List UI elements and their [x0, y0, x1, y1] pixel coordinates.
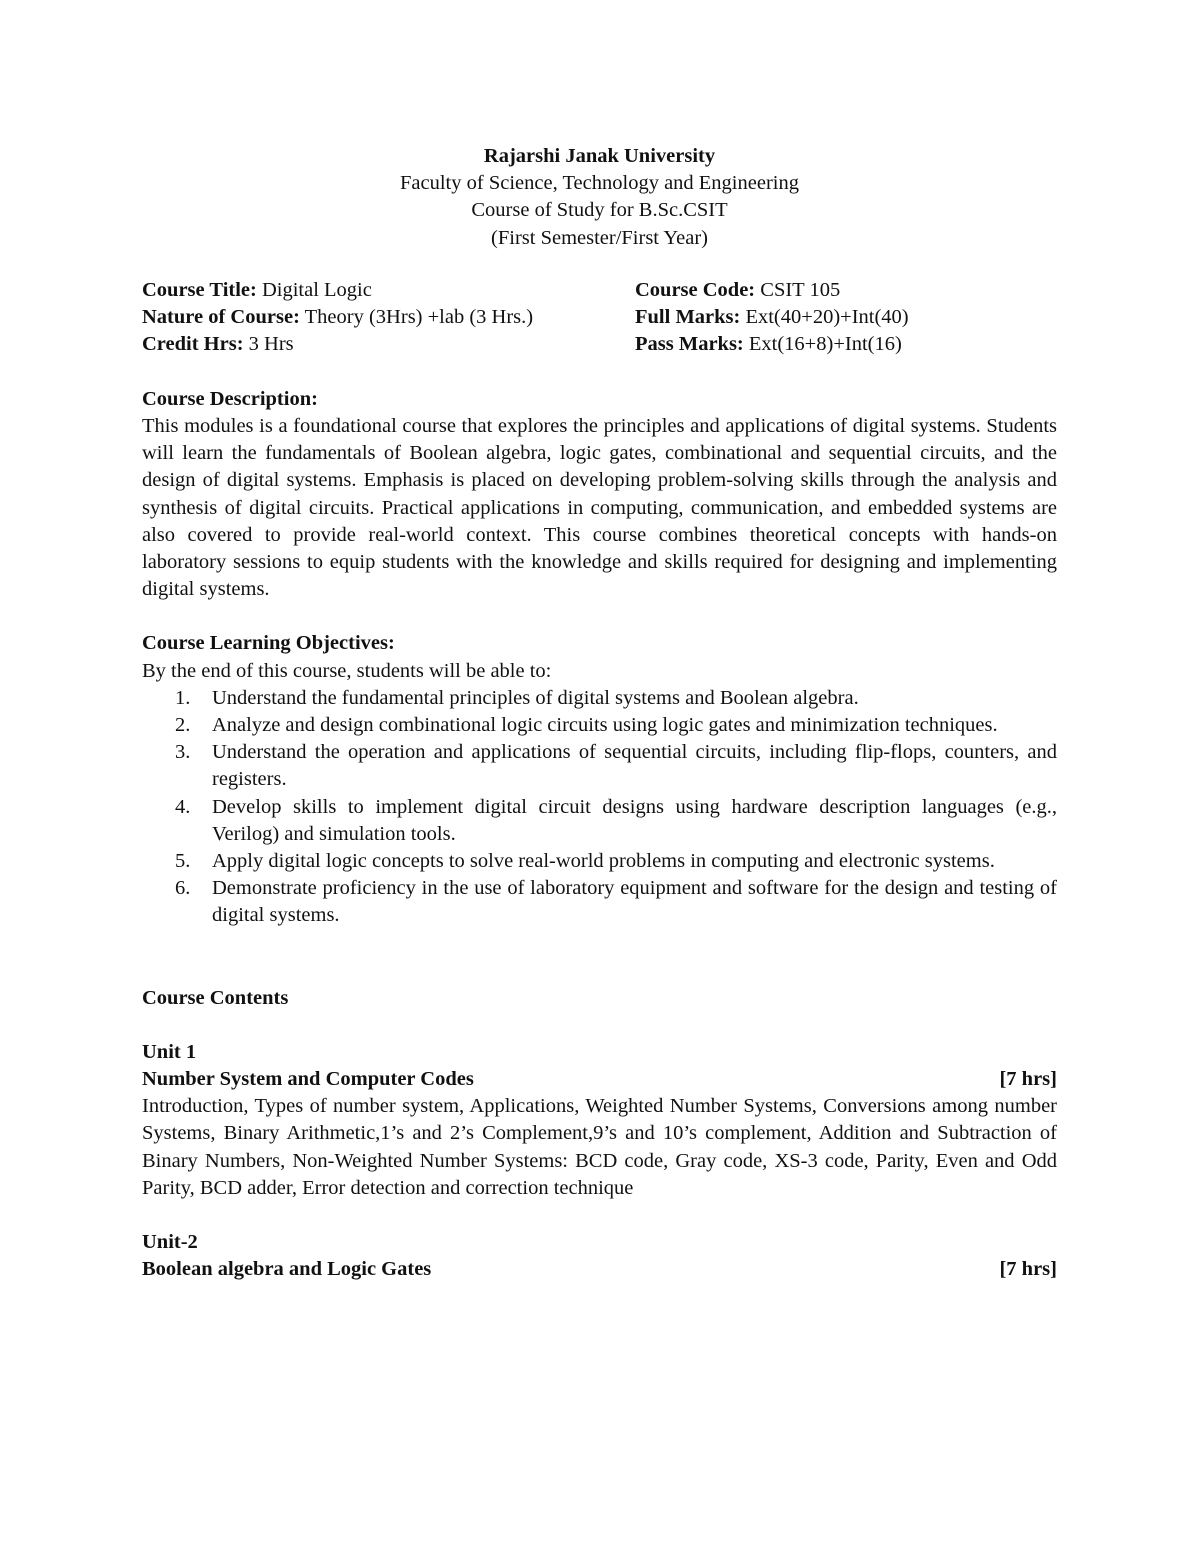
- description-heading: Course Description:: [142, 387, 318, 410]
- pass-marks-value: Ext(16+8)+Int(16): [743, 333, 902, 356]
- course-meta-right: [635, 277, 1065, 359]
- course-code-label: Course Code:: [635, 278, 756, 301]
- objectives-intro: By the end of this course, students will be able to:: [142, 659, 552, 682]
- objective-text: Apply digital logic concepts to solve real-world problems in computing and electronic systems.: [212, 850, 995, 873]
- nature-row: [142, 304, 632, 331]
- program-name: Course of Study for B.Sc.CSIT: [471, 199, 728, 222]
- course-code-row: [635, 277, 1065, 304]
- objective-number: 3.: [175, 741, 191, 764]
- unit-1-heading: [142, 1066, 1057, 1093]
- document-page: [142, 143, 1057, 1284]
- credit-value: 3 Hrs: [243, 333, 294, 356]
- objective-item: [142, 685, 1057, 712]
- full-marks-label: Full Marks:: [635, 306, 741, 328]
- unit-2: [142, 1229, 1057, 1283]
- objective-number: 2.: [175, 714, 191, 737]
- objective-number: 1.: [175, 686, 191, 709]
- objective-number: 6.: [175, 877, 191, 900]
- objective-item: [142, 875, 1057, 929]
- objective-item: [142, 848, 1057, 875]
- full-marks-row: [635, 304, 1065, 331]
- objective-text: Develop skills to implement digital circuit designs using hardware description languages (e.g., Verilog) and simulation tools.: [212, 795, 1057, 845]
- learning-objectives: [142, 630, 1057, 929]
- unit-2-hours: [7 hrs]: [999, 1258, 1057, 1281]
- pass-marks-row: [635, 331, 1065, 358]
- unit-2-title: Boolean algebra and Logic Gates: [142, 1258, 432, 1281]
- unit-1: [142, 1039, 1057, 1202]
- objective-item: [142, 712, 1057, 739]
- objective-number: 4.: [175, 795, 191, 818]
- course-meta-left: [142, 277, 632, 359]
- course-meta: [142, 277, 1057, 359]
- full-marks-value: Ext(40+20)+Int(40): [740, 306, 909, 328]
- faculty-name: Faculty of Science, Technology and Engineering: [400, 172, 799, 195]
- unit-1-hours: [7 hrs]: [999, 1068, 1057, 1091]
- semester-info: (First Semester/First Year): [491, 226, 708, 249]
- objective-text: Understand the fundamental principles of digital systems and Boolean algebra.: [212, 686, 859, 709]
- nature-label: Nature of Course:: [142, 306, 300, 328]
- objective-item: [142, 739, 1057, 793]
- objective-text: Analyze and design combinational logic circuits using logic gates and minimization techniques.: [212, 714, 998, 737]
- course-title-label: Course Title:: [142, 278, 257, 301]
- credit-label: Credit Hrs:: [142, 333, 244, 356]
- objective-text: Demonstrate proficiency in the use of laboratory equipment and software for the design and testing of digital systems.: [212, 877, 1057, 927]
- course-contents: [142, 985, 1057, 1284]
- nature-value: Theory (3Hrs) +lab (3 Hrs.): [299, 306, 534, 328]
- course-title-value: Digital Logic: [256, 278, 372, 301]
- objectives-list: [142, 685, 1057, 930]
- university-name: Rajarshi Janak University: [483, 145, 716, 167]
- course-title-row: [142, 277, 632, 304]
- contents-heading: Course Contents: [142, 986, 289, 1009]
- course-code-value: CSIT 105: [755, 278, 841, 301]
- objective-item: [142, 794, 1057, 848]
- objective-text: Understand the operation and applications of sequential circuits, including flip-flops, counters, and registers.: [212, 741, 1057, 791]
- unit-1-text: Introduction, Types of number system, Applications, Weighted Number Systems, Conversions among number Systems, Binary Arithmetic,1’s and 2’s Complement,9’s and 10’s complement, Addition and Subtraction of Binary Numbers, Non-Weighted Number Systems: BCD code, Gray code, XS-3 code, Parity, Even and Odd Parity, BCD adder, Error detection and correction technique: [142, 1095, 1057, 1199]
- course-description: [142, 386, 1057, 604]
- credit-row: [142, 331, 632, 358]
- objective-number: 5.: [175, 850, 191, 873]
- description-text: This modules is a foundational course that explores the principles and applications of digital systems. Students will learn the fundamentals of Boolean algebra, logic gates, combinational and sequential circuits, and the design of digital systems. Emphasis is placed on developing problem-solving skills through the analysis and synthesis of digital circuits. Practical applications in computing, communication, and embedded systems are also covered to provide real-world context. This course combines theoretical concepts with hands-on laboratory sessions to equip students with the knowledge and skills required for designing and implementing digital systems.: [142, 415, 1057, 601]
- unit-2-heading: [142, 1256, 1057, 1283]
- objectives-heading: Course Learning Objectives:: [142, 632, 395, 655]
- pass-marks-label: Pass Marks:: [635, 333, 744, 356]
- unit-1-title: Number System and Computer Codes: [142, 1068, 474, 1091]
- unit-2-label: Unit-2: [142, 1231, 198, 1254]
- unit-1-label: Unit 1: [142, 1040, 197, 1063]
